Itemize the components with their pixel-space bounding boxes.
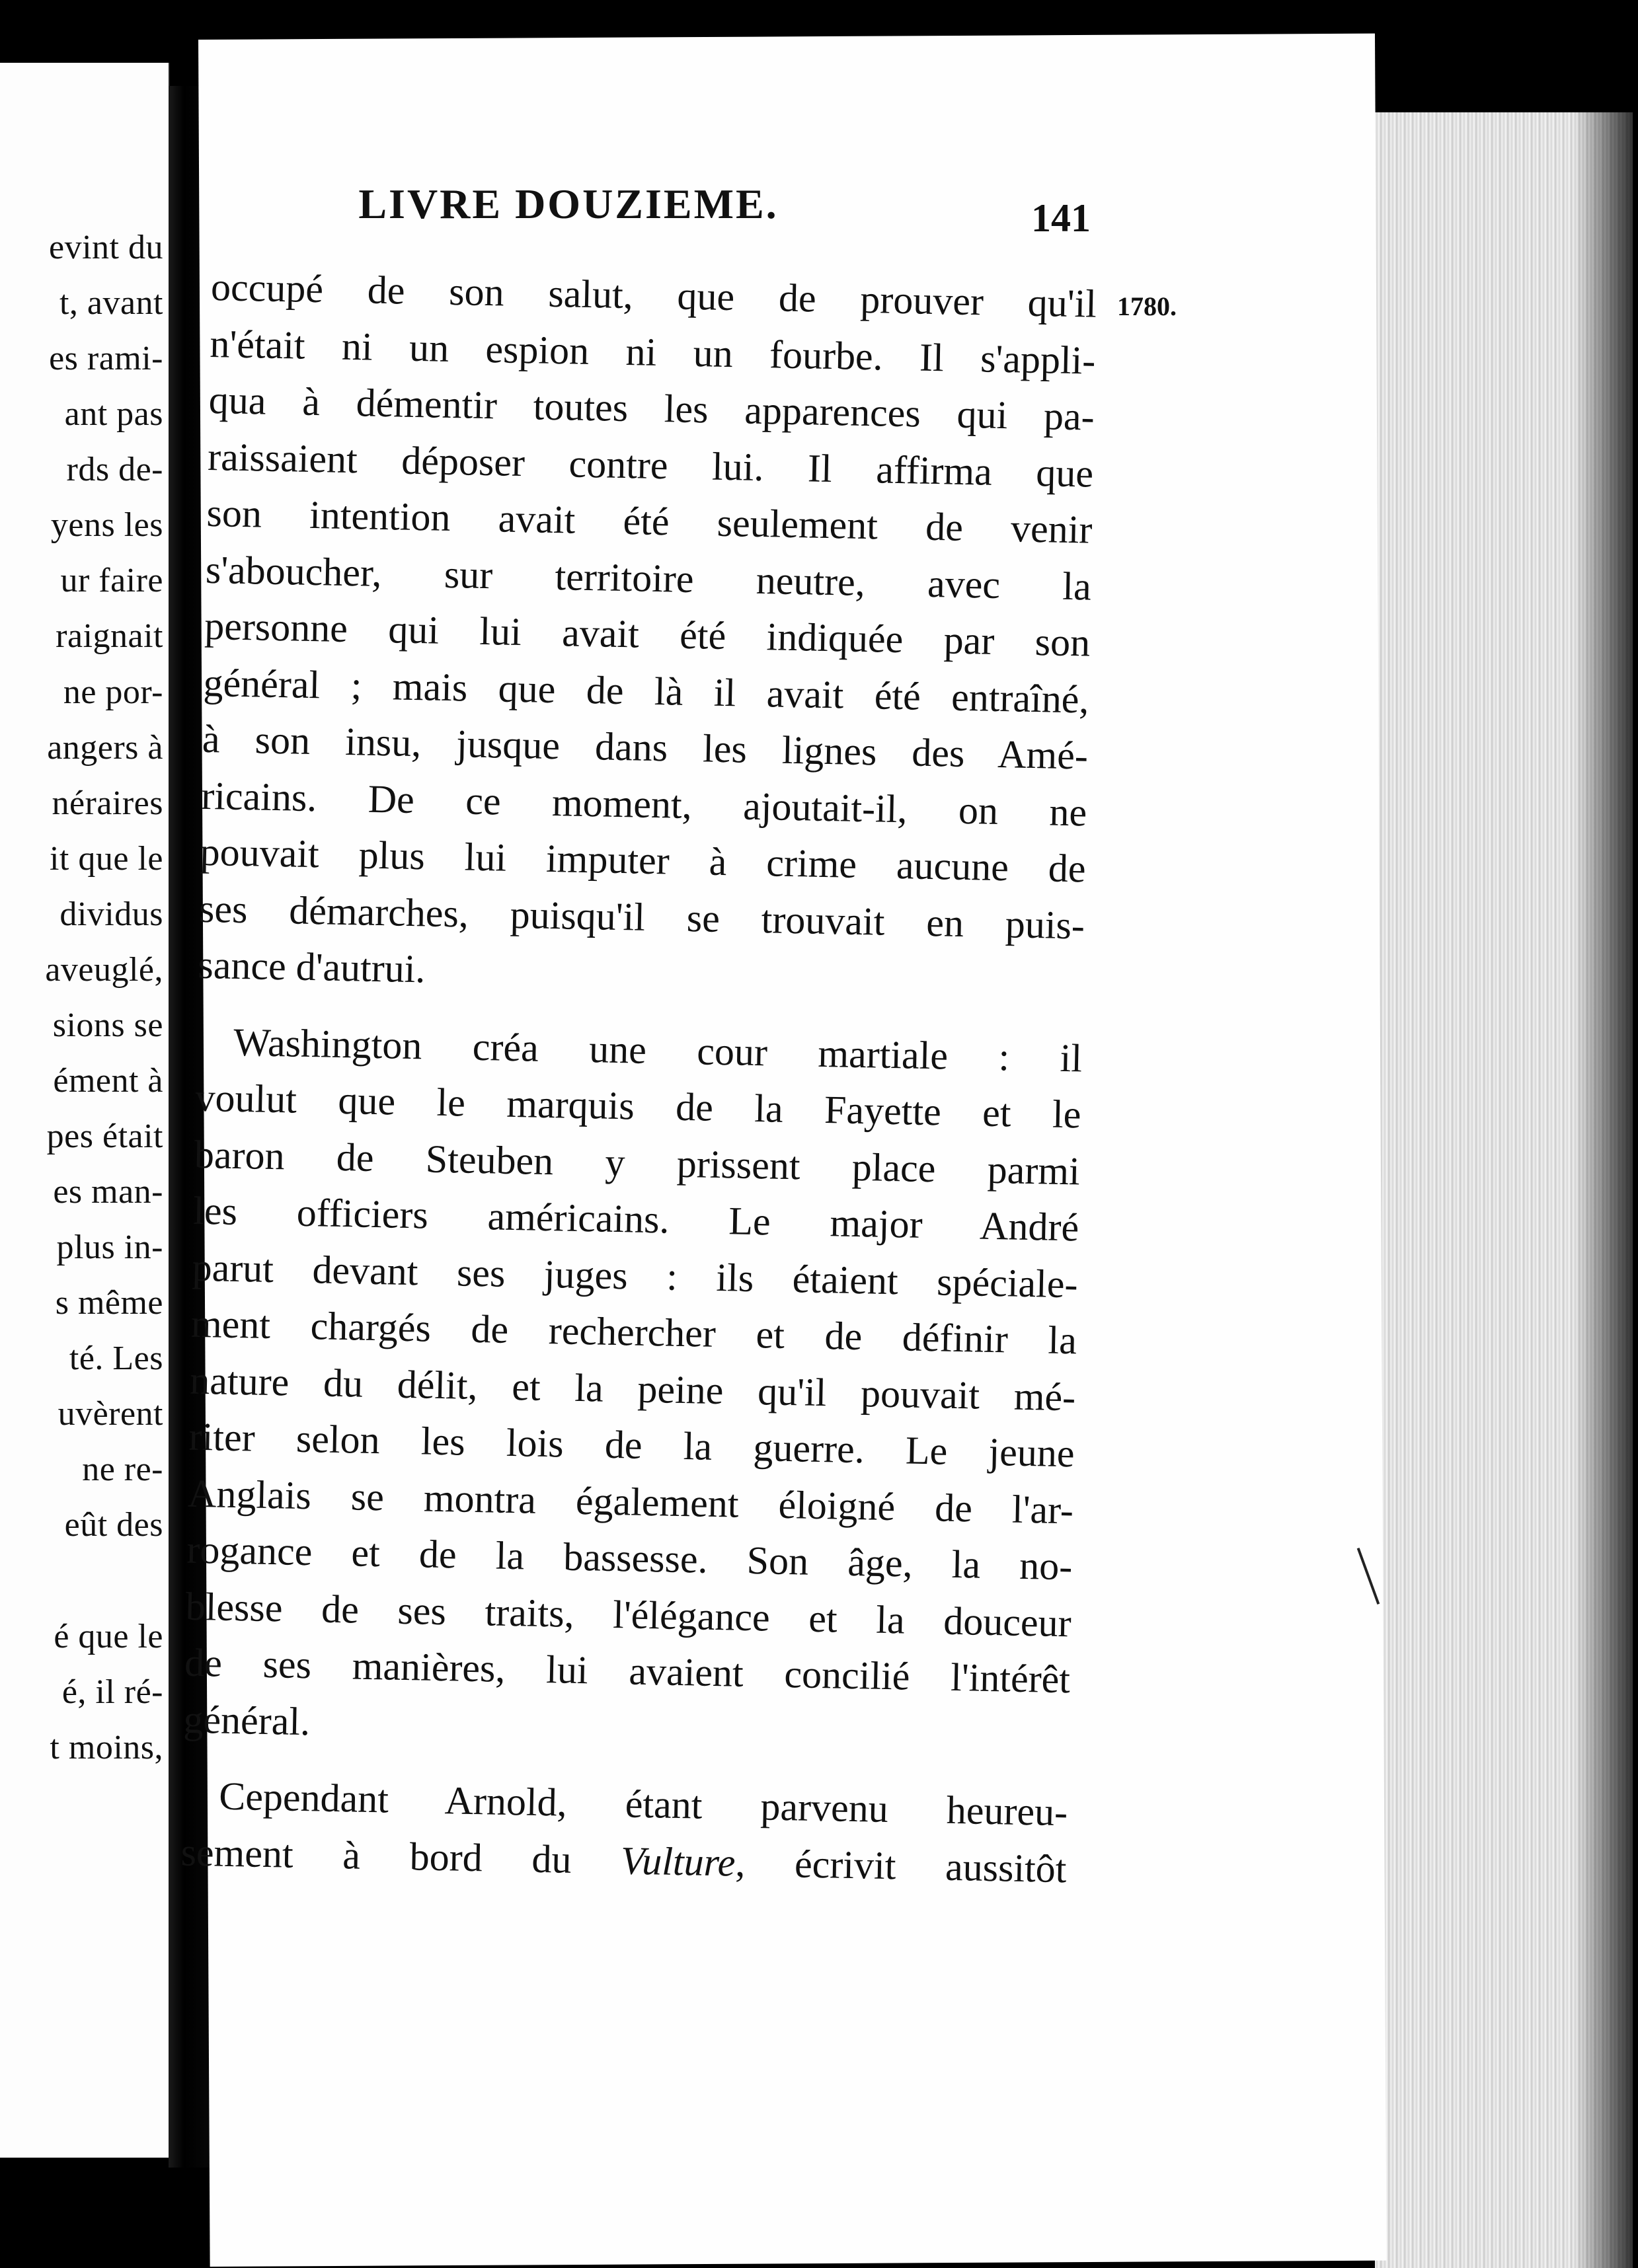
text-line: Washington créa une cour martiale : il xyxy=(233,1020,1083,1080)
text-line: ment chargés de rechercher et de définir la xyxy=(190,1301,1077,1363)
ship-name: Vulture xyxy=(620,1838,736,1885)
facing-text-fragment: angers à xyxy=(47,728,163,767)
text-line: ricains. De ce moment, ajoutait-il, on ne xyxy=(200,773,1087,835)
running-title: LIVRE DOUZIEME. xyxy=(358,180,779,227)
text-line: ses démarches, puisqu'il se trouvait en puis- xyxy=(198,886,1085,948)
facing-text-fragment: plus in- xyxy=(56,1228,163,1267)
facing-text-fragment: rds de- xyxy=(66,451,163,489)
facing-text-fragment: evint du xyxy=(49,229,163,266)
facing-text-fragment: s même xyxy=(55,1284,163,1322)
page-edge-shadow xyxy=(1573,112,1638,2268)
text-line: parut devant ses juges : ils étaient spéciale- xyxy=(192,1245,1079,1306)
text-line: n'était ni un espion ni un fourbe. Il s'appli- xyxy=(209,321,1096,383)
text-line: général ; mais que de là il avait été entraîné, xyxy=(203,660,1090,722)
facing-text-fragment: é que le xyxy=(54,1617,163,1655)
facing-text-fragment: uvèrent xyxy=(58,1395,163,1433)
facing-text-fragment: ne re- xyxy=(82,1451,163,1489)
text-line: occupé de son salut, que de prouver qu'il xyxy=(210,264,1097,326)
text-line: riter selon les lois de la guerre. Le jeune xyxy=(188,1414,1075,1476)
facing-text-fragment: ant pas xyxy=(64,395,163,434)
facing-text-fragment: aveuglé, xyxy=(45,950,163,989)
facing-text-fragment: raignait xyxy=(56,617,163,656)
text-line: de ses manières, lui avaient concilié l'intérêt xyxy=(184,1640,1071,1702)
facing-text-fragment: dividus xyxy=(59,895,163,933)
text-line: qua à démentir toutes les apparences qui pa- xyxy=(208,377,1095,439)
text-line: Cependant Arnold, étant parvenu heureu- xyxy=(218,1774,1068,1834)
text-line: nature du délit, et la peine qu'il pouvait mé- xyxy=(189,1358,1076,1419)
facing-text-fragment: es rami- xyxy=(49,340,163,378)
facing-text-fragment: pes était xyxy=(46,1117,163,1156)
text-line: les officiers américains. Le major André xyxy=(192,1188,1079,1250)
text-run: sement à bord du xyxy=(180,1830,621,1882)
text-line: rogance et de la bassesse. Son âge, la no- xyxy=(186,1527,1073,1589)
text-line: baron de Steuben y prissent place parmi xyxy=(194,1132,1081,1193)
facing-text-fragment: néraires xyxy=(52,784,163,822)
text-line: blesse de ses traits, l'élégance et la douceur xyxy=(185,1584,1072,1645)
facing-text-fragment: t, avant xyxy=(59,284,163,322)
text-line: Anglais se montra également éloigné de l'ar- xyxy=(187,1471,1074,1532)
paragraph-2 xyxy=(183,1013,1083,1764)
facing-page-left xyxy=(0,63,170,2158)
page-body-text xyxy=(180,259,1097,1897)
facing-text-fragment: é, il ré- xyxy=(61,1673,163,1711)
text-line: sance d'autrui. xyxy=(197,942,426,991)
facing-text-fragment: ne por- xyxy=(63,673,163,711)
paragraph-3 xyxy=(180,1768,1068,1898)
facing-text-fragment: ément à xyxy=(53,1061,163,1100)
text-line: raissaient déposer contre lui. Il affirma que xyxy=(207,434,1094,496)
text-line: son intention avait été seulement de venir xyxy=(206,490,1093,552)
facing-text-fragment: té. Les xyxy=(69,1340,163,1378)
facing-text-fragment: es man- xyxy=(53,1173,163,1211)
facing-text-fragment: t moins, xyxy=(50,1728,163,1766)
text-run: , écrivit aussitôt xyxy=(734,1840,1068,1891)
paragraph-1 xyxy=(198,259,1097,1010)
text-line: pouvait plus lui imputer à crime aucune de xyxy=(200,829,1087,891)
text-line: personne qui lui avait été indiquée par son xyxy=(204,603,1091,665)
text-line: à son insu, jusque dans les lignes des Amé- xyxy=(202,716,1089,778)
facing-text-fragment: ur faire xyxy=(60,562,163,600)
facing-text-fragment: eût des xyxy=(64,1506,163,1544)
text-line: s'aboucher, sur territoire neutre, avec la xyxy=(205,547,1092,609)
facing-text-fragment: yens les xyxy=(50,506,163,545)
facing-text-fragment: sions se xyxy=(52,1006,163,1044)
page-number: 141 xyxy=(1031,196,1091,240)
facing-text-fragment: it que le xyxy=(49,839,163,878)
text-line: général. xyxy=(182,1697,311,1743)
text-line: voulut que le marquis de la Fayette et le xyxy=(195,1075,1082,1137)
margin-year: 1780. xyxy=(1117,291,1177,321)
